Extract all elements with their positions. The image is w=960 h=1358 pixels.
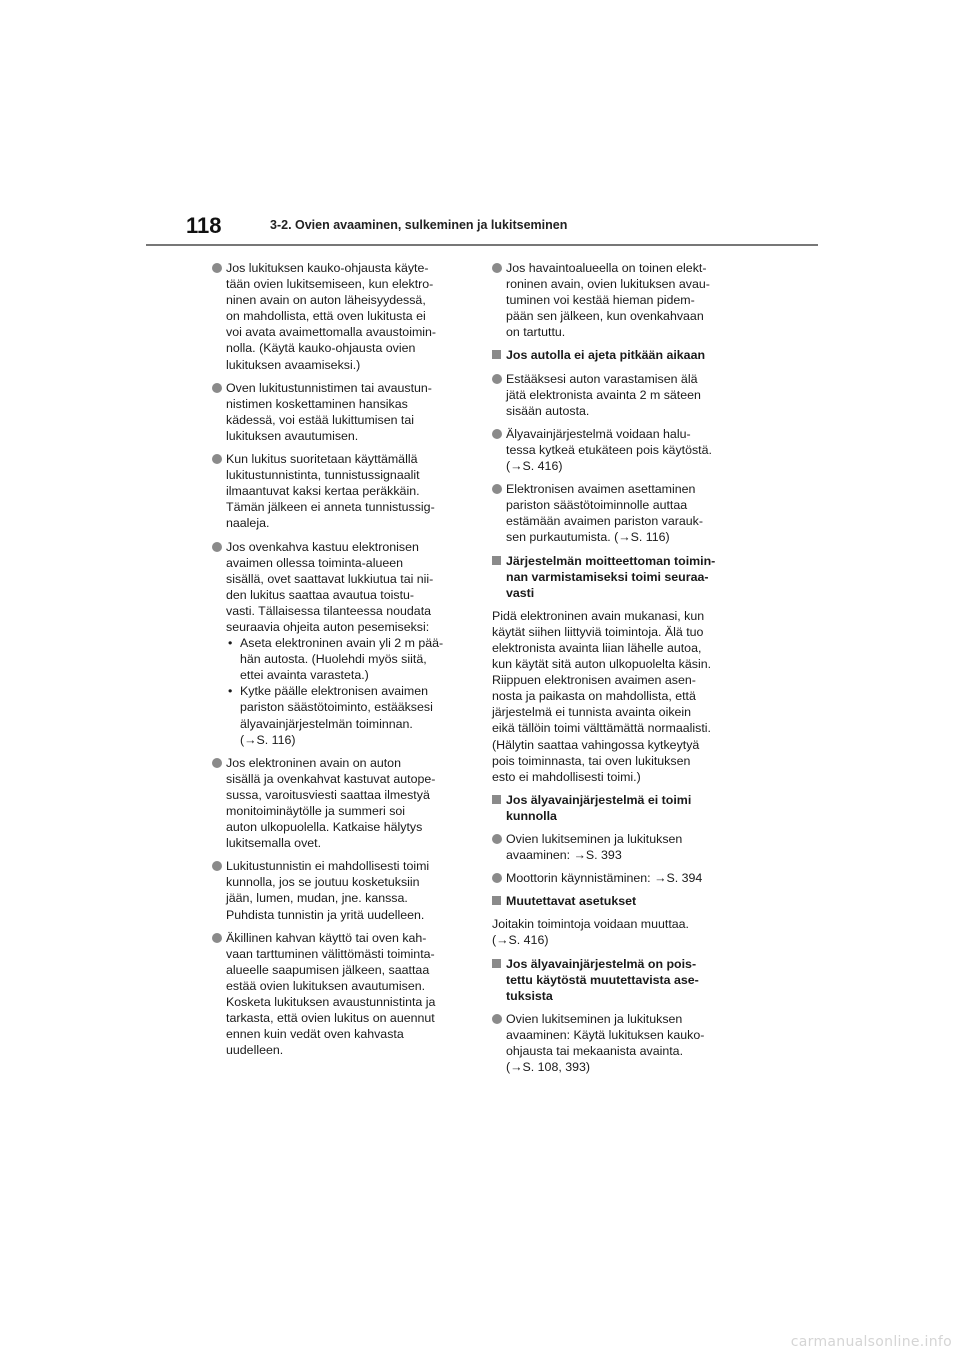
bullet-text: Äkillinen kahvan käyttö tai oven kah- vaan tarttuminen välittömästi toiminta- alueelle saapumisen jälkeen, saattaa estää ovien lukituksen avautumisen. Kosketa lukituksen avaustunnistinta ja tarkasta, että ovien lukitus on auennut ennen kuin vedät oven kahvasta uudelleen.	[226, 930, 436, 1058]
square-bullet-icon	[492, 795, 501, 804]
heading-text: Jos autolla ei ajeta pitkään aikaan	[506, 348, 706, 363]
bullet-item	[492, 870, 756, 886]
sub-bullet-icon: •	[228, 636, 233, 651]
bullet-icon	[492, 834, 502, 844]
square-bullet-icon	[492, 959, 501, 968]
heading-text: Jos älyavainjärjestelmä ei toimi kunnolla	[506, 792, 692, 823]
bullet-text: Elektronisen avaimen asettaminen pariston säästötoiminnolle auttaa estämään avaimen pariston varauk- sen purkautumista. (→S. 116)	[506, 482, 703, 545]
watermark-logo: carmanualsonline.info	[790, 1334, 952, 1350]
bullet-icon	[212, 758, 222, 768]
bullet-icon	[212, 263, 222, 273]
bullet-icon	[492, 429, 502, 439]
section-heading	[492, 956, 756, 1004]
bullet-icon	[212, 454, 222, 464]
bullet-text: Jos ovenkahva kastuu elektronisen avaimen ollessa toiminta-alueen sisällä, ovet saattavat lukkiutua tai nii- den lukitus saattaa avautua toistu- vasti. Tällaisessa tilanteessa noudata seuraavia ohjeita auton pesemiseksi:	[226, 539, 434, 634]
section-heading	[492, 792, 756, 824]
bullet-item	[492, 371, 756, 419]
sub-list-item	[226, 683, 476, 747]
bullet-text: Lukitustunnistin ei mahdollisesti toimi kunnolla, jos se joutuu kosketuksiin jään, lumen, mudan, jne. kanssa. Puhdista tunnistin ja yritä uudelleen.	[226, 859, 430, 922]
square-bullet-icon	[492, 556, 501, 565]
bullet-icon	[492, 263, 502, 273]
bullet-item	[212, 260, 476, 373]
bullet-item	[212, 755, 476, 852]
bullet-text: Jos elektroninen avain on auton sisällä ja ovenkahvat kastuvat autope- sussa, varoitusviesti saattaa ilmestyä monitoiminäytölle ja summeri soi auton ulkopuolella. Katkaise hälytys lukitsemalla ovet.	[226, 755, 436, 851]
bullet-item	[212, 539, 476, 748]
bullet-icon	[492, 484, 502, 494]
heading-text: Muutettavat asetukset	[506, 894, 637, 909]
bullet-item	[492, 426, 756, 474]
bullet-text: Jos lukituksen kauko-ohjausta käyte- tään ovien lukitsemiseen, kun elektro- ninen avain on auton läheisyydessä, on mahdollista, että oven lukitusta ei voi avata avaimettomalla avaustoimin- nolla. (Käytä kauko-ohjausta ovien lukituksen avaamiseksi.)	[226, 261, 437, 372]
bullet-icon	[212, 542, 222, 552]
bullet-item	[212, 380, 476, 444]
page-header	[186, 214, 818, 248]
bullet-text: Ovien lukitseminen ja lukituksen avaaminen: →S. 393	[506, 832, 683, 863]
square-bullet-icon	[492, 350, 501, 359]
bullet-text: Estääksesi auton varastamisen älä jätä elektronista avainta 2 m säteen sisään autosta.	[506, 371, 701, 418]
bullet-icon	[492, 873, 502, 883]
page-number: 118	[186, 213, 222, 238]
header-divider	[146, 244, 818, 246]
section-heading	[492, 347, 756, 363]
sub-list-item	[226, 635, 476, 683]
body-paragraph: Joitakin toimintoja voidaan muuttaa. (→S. 416)	[492, 917, 689, 948]
bullet-item	[212, 930, 476, 1059]
bullet-icon	[212, 383, 222, 393]
bullet-item	[212, 858, 476, 922]
section-heading	[492, 553, 756, 601]
bullet-text: Ovien lukitseminen ja lukituksen avaaminen: Käytä lukituksen kauko- ohjausta tai mekaanista avainta. (→S. 108, 393)	[506, 1011, 705, 1075]
square-bullet-icon	[492, 896, 501, 905]
bullet-text: Jos havaintoalueella on toinen elekt- roninen avain, ovien lukituksen avau- tuminen voi kestää hieman pidem- pään sen jälkeen, kun ovenkahvaan on tartuttu.	[506, 261, 710, 340]
right-column	[492, 260, 756, 1082]
bullet-icon	[212, 861, 222, 871]
body-paragraph: Pidä elektroninen avain mukanasi, kun käytät siihen liittyviä toimintoja. Älä tuo elektronista avainta liian lähelle autoa, kun käytät sitä auton ulkopuolelta käsin. Riippuen elektronisen avaimen asen- nosta ja paikasta on mahdollista, että järjestelmä ei tunnista avainta oikein eikä tällöin toimi välttämättä normaalisti. (Hälytin saattaa vahingossa kytkeytyä pois toiminnasta, tai oven lukituksen esto ei mahdollisesti toimi.)	[492, 608, 712, 784]
bullet-text: Kun lukitus suoritetaan käyttämällä lukitustunnistinta, tunnistussignaalit ilmaantuvat kaksi kertaa peräkkäin. Tämän jälkeen ei anneta tunnistussig- naaleja.	[226, 452, 435, 531]
sub-list-text: Aseta elektroninen avain yli 2 m pää- hän autosta. (Huolehdi myös siitä, ettei avainta varasteta.)	[240, 636, 444, 683]
bullet-item	[492, 831, 756, 863]
bullet-icon	[492, 374, 502, 384]
bullet-item	[492, 260, 756, 340]
sub-bullet-icon: •	[228, 684, 233, 699]
bullet-item	[492, 1011, 756, 1075]
bullet-item	[492, 481, 756, 545]
heading-text: Järjestelmän moitteettoman toimin- nan varmistamiseksi toimi seuraa- vasti	[506, 553, 716, 600]
bullet-text: Moottorin käynnistäminen: →S. 394	[506, 871, 703, 886]
section-title: 3-2. Ovien avaaminen, sulkeminen ja lukitseminen	[270, 218, 568, 232]
section-heading	[492, 893, 756, 909]
bullet-text: Älyavainjärjestelmä voidaan halu- tessa kytkeä etukäteen pois käytöstä. (→S. 416)	[506, 426, 712, 474]
heading-text: Jos älyavainjärjestelmä on pois- tettu käytöstä muutettavista ase- tuksista	[506, 956, 699, 1003]
left-column	[212, 260, 476, 1065]
bullet-text: Oven lukitustunnistimen tai avaustun- nistimen koskettaminen hansikas kädessä, voi estää lukittumisen tai lukituksen avautumisen.	[226, 380, 432, 443]
bullet-icon	[492, 1014, 502, 1024]
bullet-item	[212, 451, 476, 531]
bullet-icon	[212, 933, 222, 943]
sub-list-text: Kytke päälle elektronisen avaimen pariston säästötoiminto, estääksesi älyavainjärjestelmän toiminnan. (→S. 116)	[240, 684, 433, 747]
